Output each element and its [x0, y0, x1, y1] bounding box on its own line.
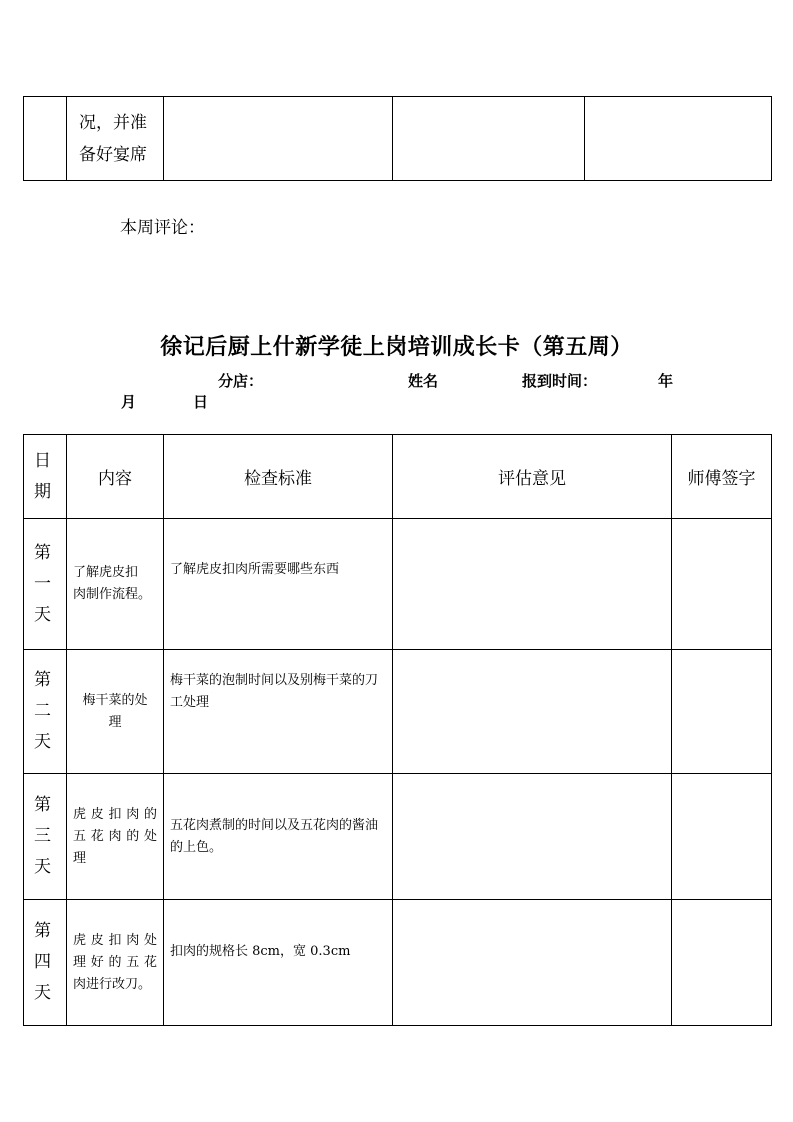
content-cell: 梅干菜的处 理 — [67, 650, 164, 774]
header-row — [24, 435, 772, 519]
content-cell — [67, 97, 164, 181]
year-label: 年 — [658, 372, 674, 390]
header-content: 内容 — [67, 435, 164, 519]
evaluation-cell[interactable] — [393, 519, 672, 650]
signature-cell[interactable] — [672, 650, 772, 774]
signature-cell[interactable] — [672, 774, 772, 900]
standard-cell — [164, 97, 393, 181]
day-label: 日 — [193, 393, 209, 411]
header-standard: 检查标准 — [164, 435, 393, 519]
card-title: 徐记后厨上什新学徒上岗培训成长卡（第五周） — [160, 335, 633, 360]
evaluation-cell — [393, 97, 585, 181]
week-comment-label: 本周评论： — [120, 218, 205, 238]
evaluation-cell[interactable] — [393, 650, 672, 774]
standard-cell: 梅干菜的泡制时间以及别梅干菜的刀工处理 — [164, 650, 393, 774]
signature-cell — [585, 97, 772, 181]
table-row — [24, 97, 772, 181]
month-label: 月 — [121, 393, 137, 411]
evaluation-cell[interactable] — [393, 774, 672, 900]
report-time-label: 报到时间： — [522, 372, 598, 390]
header-date: 日 期 — [24, 435, 67, 519]
header-signature: 师傅签字 — [672, 435, 772, 519]
training-table — [23, 434, 772, 1026]
content-line: 况，并准 — [79, 112, 147, 133]
evaluation-cell[interactable] — [393, 900, 672, 1026]
day-cell: 第 二 天 — [24, 650, 67, 774]
standard-cell: 五花肉煮制的时间以及五花肉的酱油的上色。 — [164, 774, 393, 900]
day-cell — [24, 97, 67, 181]
signature-cell[interactable] — [672, 519, 772, 650]
table-row — [24, 774, 772, 900]
table-row — [24, 900, 772, 1026]
content-cell: 虎皮扣肉的 五花肉的处 理 — [67, 774, 164, 900]
signature-cell[interactable] — [672, 900, 772, 1026]
table-row — [24, 650, 772, 774]
table-row — [24, 519, 772, 650]
previous-week-table-end — [23, 96, 772, 181]
name-label: 姓名 — [408, 372, 439, 390]
day-cell: 第 四 天 — [24, 900, 67, 1026]
content-cell: 虎皮扣肉处 理好的五花 肉进行改刀。 — [67, 900, 164, 1026]
content-line: 备好宴席 — [79, 144, 147, 165]
day-cell: 第 三 天 — [24, 774, 67, 900]
standard-cell: 了解虎皮扣肉所需要哪些东西 — [164, 519, 393, 650]
content-cell: 了解虎皮扣 肉制作流程。 — [67, 519, 164, 650]
day-cell: 第 一 天 — [24, 519, 67, 650]
header-evaluation: 评估意见 — [393, 435, 672, 519]
standard-cell: 扣肉的规格长 8cm，宽 0.3cm — [164, 900, 393, 1026]
branch-label: 分店： — [218, 372, 264, 390]
